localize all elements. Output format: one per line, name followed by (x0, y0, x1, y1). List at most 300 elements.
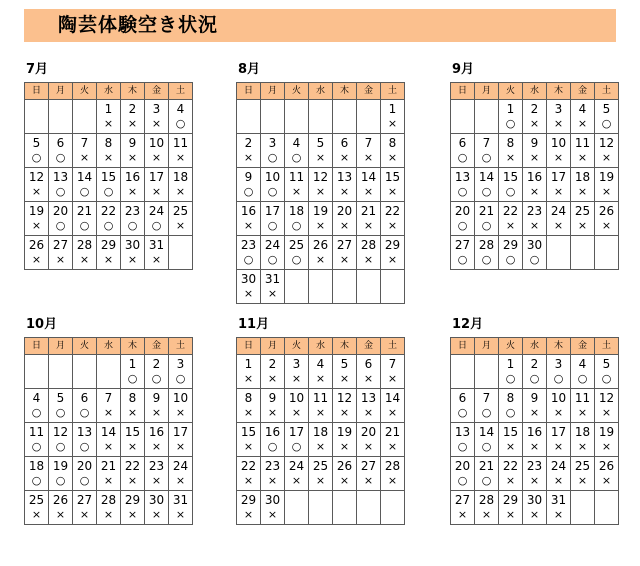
week-row (25, 389, 193, 423)
day-cell[interactable] (475, 491, 499, 525)
day-cell[interactable] (547, 491, 571, 525)
month-july (24, 62, 190, 270)
day-cell[interactable] (121, 236, 145, 270)
day-cell[interactable] (333, 168, 357, 202)
empty-cell (309, 100, 333, 134)
day-cell[interactable] (451, 389, 475, 423)
day-cell[interactable] (237, 236, 261, 270)
availability-mark: ○ (79, 474, 90, 487)
day-cell[interactable] (121, 202, 145, 236)
day-cell[interactable] (595, 423, 619, 457)
day-cell[interactable] (333, 134, 357, 168)
day-number: 7 (388, 357, 397, 371)
day-cell[interactable] (261, 134, 285, 168)
empty-cell (285, 270, 309, 304)
day-number: 14 (76, 170, 93, 184)
day-cell[interactable] (333, 202, 357, 236)
day-cell[interactable] (571, 423, 595, 457)
week-row (25, 100, 193, 134)
day-cell[interactable] (73, 491, 97, 525)
day-number: 29 (384, 238, 401, 252)
day-cell[interactable] (261, 491, 285, 525)
empty-cell (475, 355, 499, 389)
day-cell[interactable] (595, 100, 619, 134)
day-cell[interactable] (547, 389, 571, 423)
day-number: 22 (502, 459, 519, 473)
availability-mark: × (529, 219, 540, 232)
day-cell[interactable] (49, 236, 73, 270)
day-cell[interactable] (381, 168, 405, 202)
day-cell[interactable] (571, 355, 595, 389)
day-cell[interactable] (145, 389, 169, 423)
day-cell[interactable] (499, 423, 523, 457)
day-number: 28 (478, 493, 495, 507)
day-cell[interactable] (73, 202, 97, 236)
day-cell[interactable] (523, 423, 547, 457)
day-cell[interactable] (285, 457, 309, 491)
day-cell[interactable] (145, 457, 169, 491)
day-number: 13 (360, 391, 377, 405)
availability-mark: × (505, 474, 516, 487)
empty-cell (25, 100, 49, 134)
weekday-header: 火 (73, 83, 97, 100)
availability-mark: × (79, 508, 90, 521)
day-cell[interactable] (523, 134, 547, 168)
day-cell[interactable] (261, 423, 285, 457)
day-cell[interactable] (237, 270, 261, 304)
day-number: 30 (148, 493, 165, 507)
day-cell[interactable] (49, 423, 73, 457)
day-cell[interactable] (381, 236, 405, 270)
availability-mark: × (387, 253, 398, 266)
day-cell[interactable] (25, 491, 49, 525)
day-cell[interactable] (523, 168, 547, 202)
day-cell[interactable] (523, 355, 547, 389)
availability-mark: ○ (457, 219, 468, 232)
day-cell[interactable] (333, 457, 357, 491)
day-cell[interactable] (237, 134, 261, 168)
day-cell[interactable] (357, 457, 381, 491)
day-cell[interactable] (309, 202, 333, 236)
availability-mark: × (267, 372, 278, 385)
day-cell[interactable] (523, 457, 547, 491)
day-cell[interactable] (169, 423, 193, 457)
day-number: 7 (80, 136, 89, 150)
day-number: 21 (478, 204, 495, 218)
day-cell[interactable] (121, 134, 145, 168)
day-cell[interactable] (595, 168, 619, 202)
empty-cell (333, 491, 357, 525)
day-cell[interactable] (237, 423, 261, 457)
day-number: 4 (578, 102, 587, 116)
availability-mark: × (103, 406, 114, 419)
day-cell[interactable] (169, 100, 193, 134)
day-number: 1 (506, 357, 515, 371)
day-number: 3 (554, 357, 563, 371)
month-label: 11月 (238, 317, 270, 332)
day-cell[interactable] (333, 423, 357, 457)
day-cell[interactable] (595, 202, 619, 236)
availability-mark: × (127, 508, 138, 521)
availability-mark: × (315, 406, 326, 419)
day-cell[interactable] (333, 389, 357, 423)
week-row (237, 355, 405, 389)
day-cell[interactable] (523, 236, 547, 270)
day-number: 16 (264, 425, 281, 439)
day-cell[interactable] (309, 168, 333, 202)
day-cell[interactable] (121, 457, 145, 491)
day-cell[interactable] (571, 202, 595, 236)
day-number: 12 (312, 170, 329, 184)
day-cell[interactable] (499, 202, 523, 236)
day-number: 24 (550, 204, 567, 218)
availability-mark: × (529, 185, 540, 198)
weekday-header: 火 (285, 338, 309, 355)
month-september (450, 62, 616, 270)
availability-mark: × (387, 474, 398, 487)
day-cell[interactable] (121, 423, 145, 457)
day-cell[interactable] (169, 134, 193, 168)
month-october (24, 317, 190, 525)
day-cell[interactable] (121, 491, 145, 525)
day-cell[interactable] (285, 168, 309, 202)
day-cell[interactable] (499, 491, 523, 525)
day-cell[interactable] (285, 389, 309, 423)
day-cell[interactable] (237, 355, 261, 389)
day-cell[interactable] (499, 355, 523, 389)
day-cell[interactable] (237, 168, 261, 202)
day-cell[interactable] (49, 389, 73, 423)
week-row (451, 202, 619, 236)
day-cell[interactable] (357, 236, 381, 270)
day-cell[interactable] (261, 355, 285, 389)
day-cell[interactable] (475, 202, 499, 236)
day-cell[interactable] (499, 100, 523, 134)
availability-mark: × (387, 440, 398, 453)
day-cell[interactable] (169, 389, 193, 423)
day-cell[interactable] (595, 457, 619, 491)
day-cell[interactable] (309, 355, 333, 389)
weekday-header: 日 (25, 338, 49, 355)
day-cell[interactable] (381, 134, 405, 168)
day-cell[interactable] (309, 236, 333, 270)
day-cell[interactable] (571, 389, 595, 423)
day-cell[interactable] (121, 355, 145, 389)
availability-mark: ○ (457, 185, 468, 198)
day-cell[interactable] (25, 168, 49, 202)
empty-cell (285, 491, 309, 525)
week-row (25, 423, 193, 457)
day-cell[interactable] (547, 457, 571, 491)
day-cell[interactable] (475, 134, 499, 168)
day-number: 2 (128, 102, 137, 116)
weekday-header: 月 (475, 338, 499, 355)
day-cell[interactable] (451, 168, 475, 202)
availability-mark: × (243, 508, 254, 521)
availability-mark: ○ (267, 253, 278, 266)
day-number: 6 (56, 136, 65, 150)
day-cell[interactable] (595, 389, 619, 423)
day-number: 20 (454, 204, 471, 218)
day-cell[interactable] (381, 389, 405, 423)
day-cell[interactable] (73, 168, 97, 202)
availability-mark: ○ (55, 219, 66, 232)
day-number: 26 (598, 459, 615, 473)
availability-mark: × (127, 440, 138, 453)
weekday-header: 火 (499, 338, 523, 355)
day-cell[interactable] (25, 202, 49, 236)
day-cell[interactable] (49, 134, 73, 168)
day-cell[interactable] (333, 236, 357, 270)
day-cell[interactable] (73, 134, 97, 168)
day-number: 24 (550, 459, 567, 473)
empty-cell (97, 355, 121, 389)
day-number: 13 (76, 425, 93, 439)
availability-mark: × (267, 508, 278, 521)
day-cell[interactable] (451, 423, 475, 457)
availability-mark: × (601, 151, 612, 164)
day-cell[interactable] (523, 491, 547, 525)
day-cell[interactable] (357, 168, 381, 202)
day-number: 8 (506, 391, 515, 405)
day-cell[interactable] (357, 134, 381, 168)
day-cell[interactable] (169, 202, 193, 236)
day-cell[interactable] (381, 457, 405, 491)
day-cell[interactable] (49, 457, 73, 491)
empty-cell (357, 270, 381, 304)
availability-mark: × (175, 185, 186, 198)
empty-cell (49, 355, 73, 389)
availability-mark: × (363, 440, 374, 453)
day-cell[interactable] (49, 491, 73, 525)
availability-mark: × (243, 151, 254, 164)
day-cell[interactable] (25, 236, 49, 270)
day-number: 8 (388, 136, 397, 150)
day-cell[interactable] (547, 355, 571, 389)
day-cell[interactable] (25, 389, 49, 423)
day-cell[interactable] (285, 236, 309, 270)
day-cell[interactable] (25, 457, 49, 491)
day-cell[interactable] (97, 457, 121, 491)
day-number: 30 (526, 238, 543, 252)
day-cell[interactable] (451, 134, 475, 168)
availability-mark: ○ (457, 406, 468, 419)
day-cell[interactable] (261, 236, 285, 270)
day-cell[interactable] (49, 168, 73, 202)
empty-cell (309, 491, 333, 525)
day-cell[interactable] (333, 355, 357, 389)
day-cell[interactable] (169, 168, 193, 202)
day-cell[interactable] (169, 355, 193, 389)
day-cell[interactable] (475, 168, 499, 202)
availability-mark: ○ (457, 253, 468, 266)
day-cell[interactable] (475, 389, 499, 423)
availability-mark: × (127, 117, 138, 130)
day-cell[interactable] (381, 100, 405, 134)
day-number: 12 (598, 136, 615, 150)
availability-mark: ○ (505, 372, 516, 385)
day-cell[interactable] (121, 100, 145, 134)
day-cell[interactable] (595, 134, 619, 168)
availability-mark: ○ (243, 185, 254, 198)
day-cell[interactable] (97, 389, 121, 423)
day-cell[interactable] (595, 355, 619, 389)
day-cell[interactable] (261, 270, 285, 304)
day-cell[interactable] (547, 202, 571, 236)
day-cell[interactable] (237, 202, 261, 236)
day-number: 5 (32, 136, 41, 150)
day-cell[interactable] (97, 202, 121, 236)
availability-mark: × (481, 508, 492, 521)
day-cell[interactable] (97, 423, 121, 457)
day-cell[interactable] (145, 491, 169, 525)
day-cell[interactable] (451, 236, 475, 270)
day-cell[interactable] (285, 134, 309, 168)
day-cell[interactable] (547, 134, 571, 168)
day-cell[interactable] (475, 423, 499, 457)
day-cell[interactable] (97, 168, 121, 202)
day-cell[interactable] (237, 457, 261, 491)
day-cell[interactable] (571, 134, 595, 168)
availability-mark: × (601, 185, 612, 198)
day-cell[interactable] (169, 457, 193, 491)
availability-mark: ○ (481, 151, 492, 164)
availability-mark: × (31, 219, 42, 232)
day-cell[interactable] (73, 236, 97, 270)
day-cell[interactable] (145, 100, 169, 134)
day-cell[interactable] (169, 491, 193, 525)
day-cell[interactable] (357, 202, 381, 236)
calendar-table (450, 82, 619, 270)
calendar-table (24, 82, 193, 270)
empty-cell (547, 236, 571, 270)
day-cell[interactable] (97, 134, 121, 168)
day-number: 21 (76, 204, 93, 218)
day-cell[interactable] (451, 202, 475, 236)
day-cell[interactable] (73, 423, 97, 457)
day-cell[interactable] (499, 134, 523, 168)
day-cell[interactable] (499, 457, 523, 491)
week-row (25, 202, 193, 236)
day-cell[interactable] (475, 236, 499, 270)
availability-mark: ○ (601, 372, 612, 385)
day-cell[interactable] (381, 423, 405, 457)
day-number: 22 (100, 204, 117, 218)
day-number: 13 (52, 170, 69, 184)
day-cell[interactable] (499, 389, 523, 423)
day-cell[interactable] (523, 202, 547, 236)
day-number: 18 (28, 459, 45, 473)
day-cell[interactable] (357, 355, 381, 389)
availability-mark: ○ (291, 151, 302, 164)
day-cell[interactable] (261, 457, 285, 491)
day-cell[interactable] (523, 100, 547, 134)
day-cell[interactable] (145, 423, 169, 457)
day-cell[interactable] (145, 202, 169, 236)
day-cell[interactable] (73, 389, 97, 423)
day-cell[interactable] (25, 134, 49, 168)
day-cell[interactable] (145, 355, 169, 389)
empty-cell (333, 270, 357, 304)
day-cell[interactable] (571, 457, 595, 491)
day-cell[interactable] (309, 389, 333, 423)
day-number: 15 (124, 425, 141, 439)
week-row (237, 457, 405, 491)
day-cell[interactable] (145, 236, 169, 270)
day-cell[interactable] (499, 168, 523, 202)
availability-mark: ○ (267, 440, 278, 453)
availability-mark: × (127, 474, 138, 487)
day-cell[interactable] (357, 389, 381, 423)
availability-mark: × (505, 440, 516, 453)
day-cell[interactable] (49, 202, 73, 236)
day-number: 6 (340, 136, 349, 150)
day-cell[interactable] (547, 423, 571, 457)
week-row (237, 270, 405, 304)
availability-mark: × (103, 508, 114, 521)
day-number: 30 (264, 493, 281, 507)
day-cell[interactable] (285, 355, 309, 389)
day-cell[interactable] (145, 168, 169, 202)
day-number: 28 (360, 238, 377, 252)
day-cell[interactable] (309, 423, 333, 457)
day-cell[interactable] (121, 168, 145, 202)
availability-mark: ○ (505, 406, 516, 419)
day-cell[interactable] (145, 134, 169, 168)
day-number: 18 (172, 170, 189, 184)
weekday-header: 火 (73, 338, 97, 355)
weekday-header: 月 (261, 338, 285, 355)
day-cell[interactable] (475, 457, 499, 491)
day-cell[interactable] (97, 491, 121, 525)
day-cell[interactable] (357, 423, 381, 457)
day-cell[interactable] (309, 457, 333, 491)
day-cell[interactable] (261, 202, 285, 236)
availability-mark: × (577, 474, 588, 487)
day-cell[interactable] (381, 355, 405, 389)
day-cell[interactable] (451, 491, 475, 525)
availability-mark: ○ (553, 372, 564, 385)
day-cell[interactable] (523, 389, 547, 423)
day-cell[interactable] (547, 100, 571, 134)
day-number: 31 (172, 493, 189, 507)
day-number: 26 (312, 238, 329, 252)
day-cell[interactable] (97, 236, 121, 270)
availability-mark: × (151, 185, 162, 198)
day-cell[interactable] (237, 389, 261, 423)
day-cell[interactable] (25, 423, 49, 457)
day-cell[interactable] (237, 491, 261, 525)
day-cell[interactable] (285, 423, 309, 457)
day-cell[interactable] (285, 202, 309, 236)
day-cell[interactable] (97, 100, 121, 134)
day-cell[interactable] (499, 236, 523, 270)
availability-mark: × (529, 474, 540, 487)
day-cell[interactable] (73, 457, 97, 491)
availability-mark: × (267, 287, 278, 300)
day-cell[interactable] (261, 389, 285, 423)
day-number: 24 (288, 459, 305, 473)
day-cell[interactable] (309, 134, 333, 168)
week-row (451, 457, 619, 491)
day-cell[interactable] (547, 168, 571, 202)
day-cell[interactable] (571, 168, 595, 202)
day-cell[interactable] (381, 202, 405, 236)
day-cell[interactable] (261, 168, 285, 202)
day-cell[interactable] (571, 100, 595, 134)
day-cell[interactable] (121, 389, 145, 423)
day-cell[interactable] (451, 457, 475, 491)
